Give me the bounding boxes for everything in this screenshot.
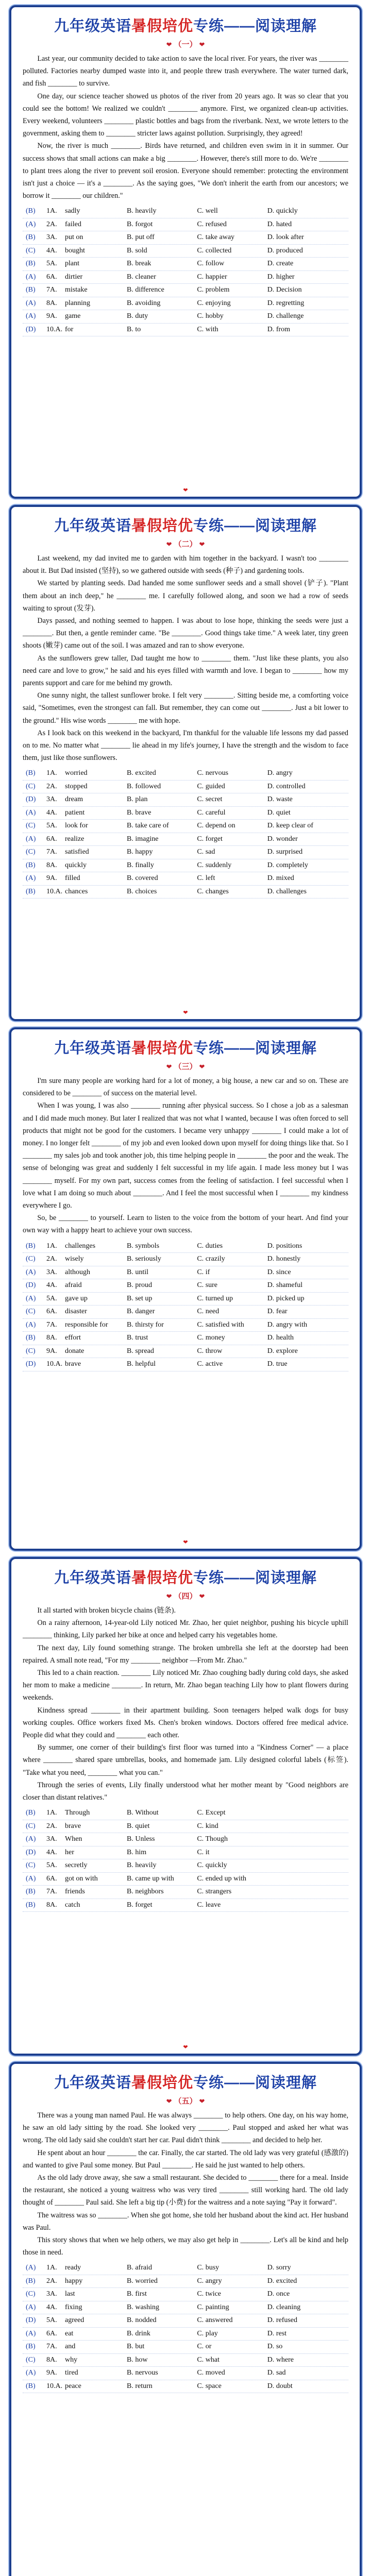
title-part-1: 九年级英语 bbox=[54, 518, 131, 534]
heart-icon: ❤ bbox=[199, 1063, 205, 1071]
paragraph: Through the series of events, Lily finally understood what her mother meant by "Good neighbors are closer than distant relatives." bbox=[23, 1781, 348, 1802]
option-row: (B) 7A. friends B. neighbors C. strangers bbox=[23, 1886, 348, 1899]
heart-icon: ❤ bbox=[199, 41, 205, 48]
title-part-2: 暑假培优 bbox=[131, 2075, 193, 2091]
panel-title bbox=[11, 1566, 360, 1587]
option-row: (D) 10.A. brave B. helpful C. active D. true bbox=[23, 1358, 348, 1371]
passage-number-row bbox=[11, 538, 360, 549]
heart-icon: ❤ bbox=[183, 2044, 188, 2050]
paragraph: As the sunflowers grew taller, Dad taught me how to ________ them. "Just like these plants, you also need care and love to grow," he said and his eyes filled with warmth and love. I began to ________ how my parents support and care for me behind my growth. bbox=[23, 654, 348, 688]
option-row: (A) 2A. failed B. forgot C. refused D. hated bbox=[23, 218, 348, 232]
paragraph: Kindness spread ________ in their apartment building. Soon teenagers helped walk dogs for busy working couples. Office workers fixed Ms. Chen's broken windows. Doctors offered free medical advice. People did what they could and ________ each other. bbox=[23, 1706, 348, 1740]
option-row: (B) 1A. challenges B. symbols C. duties D. positions bbox=[23, 1240, 348, 1253]
title-part-2: 暑假培优 bbox=[131, 1570, 193, 1586]
option-row: (C) 2A. brave B. quiet C. kind bbox=[23, 1820, 348, 1834]
passage-number-row bbox=[11, 39, 360, 49]
reading-panel-1 bbox=[9, 5, 362, 499]
option-row: (A) 3A. although B. until C. if D. since bbox=[23, 1266, 348, 1280]
passage-body bbox=[11, 1601, 360, 1912]
option-row: (B) 1A. Through B. Without C. Except bbox=[23, 1807, 348, 1820]
heart-icon: ❤ bbox=[166, 41, 172, 48]
option-row: (B) 1A. sadly B. heavily C. well D. quickly bbox=[23, 205, 348, 218]
panel-header bbox=[11, 507, 360, 549]
paragraph: On a rainy afternoon, 14-year-old Lily noticed Mr. Zhao, her quiet neighbor, pushing his bicycle uphill ________ thinking, Lily parked her bike at once and helped carry his vegetables home. bbox=[23, 1619, 348, 1640]
passage-body bbox=[11, 2106, 360, 2393]
option-row: (C) 8A. why B. how C. what D. where bbox=[23, 2354, 348, 2367]
option-row: (B) 8A. quickly B. finally C. suddenly D. completely bbox=[23, 859, 348, 873]
paragraph: There was a young man named Paul. He was always ________ to help others. One day, on his way home, he saw an old lady sitting by the road. She looked very ________. Paul stopped and asked her what was wrong. The old lady said she couldn't start her car. Paul didn't think ________ and decided to help her. bbox=[23, 2111, 348, 2145]
paragraph: One day, our science teacher showed us photos of the river from 20 years ago. It was so clear that you could see the bottom! We realized we couldn't ________ anymore. First, we organized clean-up activities. Every weekend, volunteers ________ plastic bottles and bags from the riverbank. Next, we wrote letters to the government, asking them to ________ stricter laws against pollution. Surprisingly, they agreed! bbox=[23, 92, 348, 138]
heart-icon: ❤ bbox=[199, 1592, 205, 1600]
passage-body bbox=[11, 1072, 360, 1371]
paragraph: This led to a chain reaction. ________ Lily noticed Mr. Zhao coughing badly during cold days, she asked her mom to make a medicine ________. In return, Mr. Zhao began teaching Lily how to plant flowers during weekends. bbox=[23, 1669, 348, 1702]
option-row: (A) 4A. fixing B. washing C. painting D. cleaning bbox=[23, 2301, 348, 2315]
title-part-1: 九年级英语 bbox=[54, 1570, 131, 1586]
panel-header bbox=[11, 1029, 360, 1072]
options-list bbox=[23, 1807, 348, 1912]
panel-title bbox=[11, 514, 360, 535]
panel-header bbox=[11, 1559, 360, 1601]
option-row: (A) 9A. filled B. covered C. left D. mixed bbox=[23, 872, 348, 886]
paragraph: Days passed, and nothing seemed to happen. I was about to lose hope, thinking the seeds were just a ________. But then, a gentle reminder came. "Be ________. Good things take time." A week later, tiny green shoots (嫩芽) came out of the soil. I was amazed and ran to show everyone. bbox=[23, 617, 348, 650]
paragraph: This story shows that when we help others, we may also get help in ________. Let's all be kind and help those in need. bbox=[23, 2236, 348, 2257]
option-row: (B) 10.A. chances B. choices C. changes D. challenges bbox=[23, 886, 348, 899]
heart-icon: ❤ bbox=[166, 1592, 172, 1600]
option-row: (B) 10.A. peace B. return C. space D. doubt bbox=[23, 2380, 348, 2394]
reading-panel-2 bbox=[9, 505, 362, 1021]
paragraph: It all started with broken bicycle chains (链条). bbox=[37, 1606, 176, 1615]
title-part-2: 暑假培优 bbox=[131, 18, 193, 35]
option-row: (B) 5A. plant B. break C. follow D. create bbox=[23, 258, 348, 271]
option-row: (C) 4A. bought B. sold C. collected D. produced bbox=[23, 245, 348, 258]
passage-number: （一） bbox=[174, 41, 197, 49]
panel-title bbox=[11, 2071, 360, 2092]
title-part-3: 专练——阅读理解 bbox=[193, 518, 317, 534]
passage-number-row bbox=[11, 1061, 360, 1072]
option-row: (D) 4A. her B. him C. it bbox=[23, 1846, 348, 1860]
paragraph: Last weekend, my dad invited me to garden with him together in the backyard. I wasn't too ________ about it. But Dad insisted (坚持), so we gathered outside with seeds (种子) and gardening tools. bbox=[23, 554, 348, 575]
title-part-3: 专练——阅读理解 bbox=[193, 1040, 317, 1057]
title-part-1: 九年级英语 bbox=[54, 18, 131, 35]
paragraph: The next day, Lily found something strange. The broken umbrella she left at the doorstep had been repaired. A small note read, "For my ________ neighbor —From Mr. Zhao." bbox=[23, 1643, 348, 1665]
option-row: (A) 3A. When B. Unless C. Though bbox=[23, 1833, 348, 1846]
option-row: (B) 7A. mistake B. difference C. problem D. Decision bbox=[23, 284, 348, 297]
paragraph: One sunny night, the tallest sunflower broke. I felt very ________. Sitting beside me, a comforting voice said, "Sometimes, even the strongest can fall. But remember, they can come out ________. Just a bit lower to the ground." His wise words ________ me with hope. bbox=[23, 691, 348, 725]
paragraph: So, be ________ to yourself. Learn to listen to the voice from the bottom of your heart. And find your own way with a happy heart to achieve your own success. bbox=[23, 1214, 348, 1235]
option-row: (D) 3A. dream B. plan C. secret D. waste bbox=[23, 793, 348, 807]
option-row: (C) 7A. satisfied B. happy C. sad D. surprised bbox=[23, 846, 348, 859]
passage-body bbox=[11, 49, 360, 336]
heart-icon: ❤ bbox=[183, 1539, 188, 1546]
option-row: (A) 8A. planning B. avoiding C. enjoying D. regretting bbox=[23, 297, 348, 311]
options-list bbox=[23, 205, 348, 336]
paragraph: I'm sure many people are working hard for a lot of money, a big house, a new car and so on. These are considered to be ________ of success on the material level. bbox=[23, 1077, 348, 1098]
heart-icon: ❤ bbox=[199, 2097, 205, 2105]
passage-number-row bbox=[11, 1590, 360, 1601]
option-row: (C) 2A. wisely B. seriously C. crazily D. honestly bbox=[23, 1253, 348, 1266]
option-row: (C) 9A. donate B. spread C. throw D. explore bbox=[23, 1345, 348, 1359]
paragraph: By summer, one corner of their building's first floor was turned into a "Kindness Corner" — a place where ________ shared spare umbrellas, books, and homemade jam. Lily designed colorful labels (标签). "Take what you need, ________ what you can." bbox=[23, 1743, 348, 1777]
options-list bbox=[23, 767, 348, 899]
option-row: (A) 9A. tired B. nervous C. moved D. sad bbox=[23, 2367, 348, 2380]
panel-header bbox=[11, 2064, 360, 2106]
option-row: (B) 8A. effort B. trust C. money D. health bbox=[23, 1332, 348, 1345]
title-part-1: 九年级英语 bbox=[54, 2075, 131, 2091]
paragraph: We started by planting seeds. Dad handed me some sunflower seeds and a small shovel (铲子). "Plant them about an inch deep," he ________ me. I carefully followed along, and soon we had a row of seeds waiting to sprout (发芽). bbox=[23, 579, 348, 613]
paragraph: As the old lady drove away, she saw a small restaurant. She decided to ________ there for a meal. Inside the restaurant, she noticed a young waitress who was very tired ________ still working hard. The old lady thought of ________ Paul said. She left a big tip (小费) for the waitress and a note saying "Pay it forward". bbox=[23, 2174, 348, 2207]
paragraph: Now, the river is much ________. Birds have returned, and children even swim in it in summer. Our success shows that small actions can make a big ________. However, there's still more to do. We're ________ to plant trees along the river to prevent soil erosion. Everyone should remember: protecting the environment isn't just a choice — it's a ________. As the saying goes, "We don't inherit the earth from our ancestors; we borrow it ________ our children." bbox=[23, 142, 348, 200]
passage-number: （二） bbox=[174, 540, 197, 549]
option-row: (B) 8A. catch B. forget C. leave bbox=[23, 1899, 348, 1912]
reading-panel-5 bbox=[9, 2062, 362, 2576]
paragraph: As I look back on this weekend in the backyard, I'm thankful for the valuable life lessons my dad passed on to me. No matter what ________ lie ahead in my life's journey, I have the strength and the wisdom to face them, just like those sunflowers. bbox=[23, 728, 348, 762]
option-row: (C) 5A. secretly B. heavily C. quickly bbox=[23, 1859, 348, 1873]
heart-icon: ❤ bbox=[183, 1010, 188, 1016]
option-row: (B) 7A. and B. but C. or D. so bbox=[23, 2341, 348, 2354]
option-row: (D) 4A. afraid B. proud C. sure D. shameful bbox=[23, 1279, 348, 1293]
passage-number-row bbox=[11, 2095, 360, 2106]
options-list bbox=[23, 1240, 348, 1371]
options-list bbox=[23, 2262, 348, 2393]
option-row: (B) 2A. happy B. worried C. angry D. excited bbox=[23, 2275, 348, 2289]
title-part-2: 暑假培优 bbox=[131, 518, 193, 534]
option-row: (C) 5A. look for B. take care of C. depend on D. keep clear of bbox=[23, 820, 348, 833]
heart-icon: ❤ bbox=[166, 540, 172, 548]
paragraph: Last year, our community decided to take action to save the local river. For years, the river was ________ polluted. Factories nearby dumped waste into it, and people threw trash everywhere. The water turned dark, and fish ________ to survive. bbox=[23, 55, 348, 88]
panel-title bbox=[11, 1037, 360, 1058]
reading-panel-3 bbox=[9, 1027, 362, 1551]
passage-number: （四） bbox=[174, 1592, 197, 1601]
title-part-2: 暑假培优 bbox=[131, 1040, 193, 1057]
panel-title bbox=[11, 14, 360, 36]
heart-icon: ❤ bbox=[166, 2097, 172, 2105]
option-row: (A) 6A. eat B. drink C. play D. rest bbox=[23, 2328, 348, 2341]
option-row: (A) 7A. responsible for B. thirsty for C. satisfied with D. angry with bbox=[23, 1319, 348, 1332]
heart-icon: ❤ bbox=[166, 1063, 172, 1071]
heart-icon: ❤ bbox=[199, 540, 205, 548]
option-row: (A) 9A. game B. duty C. hobby D. challenge bbox=[23, 310, 348, 324]
option-row: (C) 3A. last B. first C. twice D. once bbox=[23, 2288, 348, 2301]
option-row: (A) 6A. dirtier B. cleaner C. happier D. higher bbox=[23, 271, 348, 284]
option-row: (D) 5A. agreed B. nodded C. answered D. refused bbox=[23, 2314, 348, 2328]
panel-header bbox=[11, 7, 360, 49]
heart-icon: ❤ bbox=[183, 487, 188, 494]
option-row: (B) 3A. put on B. put off C. take away D. look after bbox=[23, 231, 348, 245]
passage-body bbox=[11, 549, 360, 899]
option-row: (A) 4A. patient B. brave C. careful D. quiet bbox=[23, 807, 348, 820]
option-row: (A) 1A. ready B. afraid C. busy D. sorry bbox=[23, 2262, 348, 2275]
reading-panel-4 bbox=[9, 1557, 362, 2056]
passage-number: （三） bbox=[174, 1063, 197, 1071]
passage-number: （五） bbox=[174, 2097, 197, 2106]
option-row: (C) 6A. disaster B. danger C. need D. fear bbox=[23, 1306, 348, 1319]
paragraph: He spent about an hour ________ the car. Finally, the car started. The old lady was very grateful (感激的) and wanted to give Paul some money. But Paul ________. He said he just wanted to help others. bbox=[23, 2148, 348, 2170]
paragraph: The waitress was so ________. When she got home, she told her husband about the kind act. Her husband was Paul. bbox=[23, 2211, 348, 2232]
title-part-3: 专练——阅读理解 bbox=[193, 2075, 317, 2091]
option-row: (D) 10.A. for B. to C. with D. from bbox=[23, 324, 348, 337]
option-row: (A) 6A. realize B. imagine C. forget D. wonder bbox=[23, 833, 348, 846]
option-row: (A) 6A. got on with B. came up with C. ended up with bbox=[23, 1873, 348, 1886]
title-part-1: 九年级英语 bbox=[54, 1040, 131, 1057]
title-part-3: 专练——阅读理解 bbox=[193, 1570, 317, 1586]
paragraph: When I was young, I was also ________ running after physical success. So I chose a job as a salesman and I did made much money. But later I realized that was not what I wanted, because I was often forced to sell products that might not be good for the customers. I became very unhappy ________ I could make a lot of money. I no longer felt ________ of my job and even looked down upon myself for doing things like that. So I ________ my sales job and took another job, this time helping people in ________ the poor and the weak. The sense of belonging was great and suddenly I felt successful in my life again. I made less money but I was ________ myself. For my own part, success comes from the feeling of satisfaction. I feel successful when I love what I am doing so much about ________. And I feel the most successful when I ________ my kindness everywhere I go. bbox=[23, 1101, 348, 1210]
option-row: (A) 5A. gave up B. set up C. turned up D. picked up bbox=[23, 1293, 348, 1306]
option-row: (C) 2A. stopped B. followed C. guided D. controlled bbox=[23, 781, 348, 794]
title-part-3: 专练——阅读理解 bbox=[193, 18, 317, 35]
option-row: (B) 1A. worried B. excited C. nervous D. angry bbox=[23, 767, 348, 781]
